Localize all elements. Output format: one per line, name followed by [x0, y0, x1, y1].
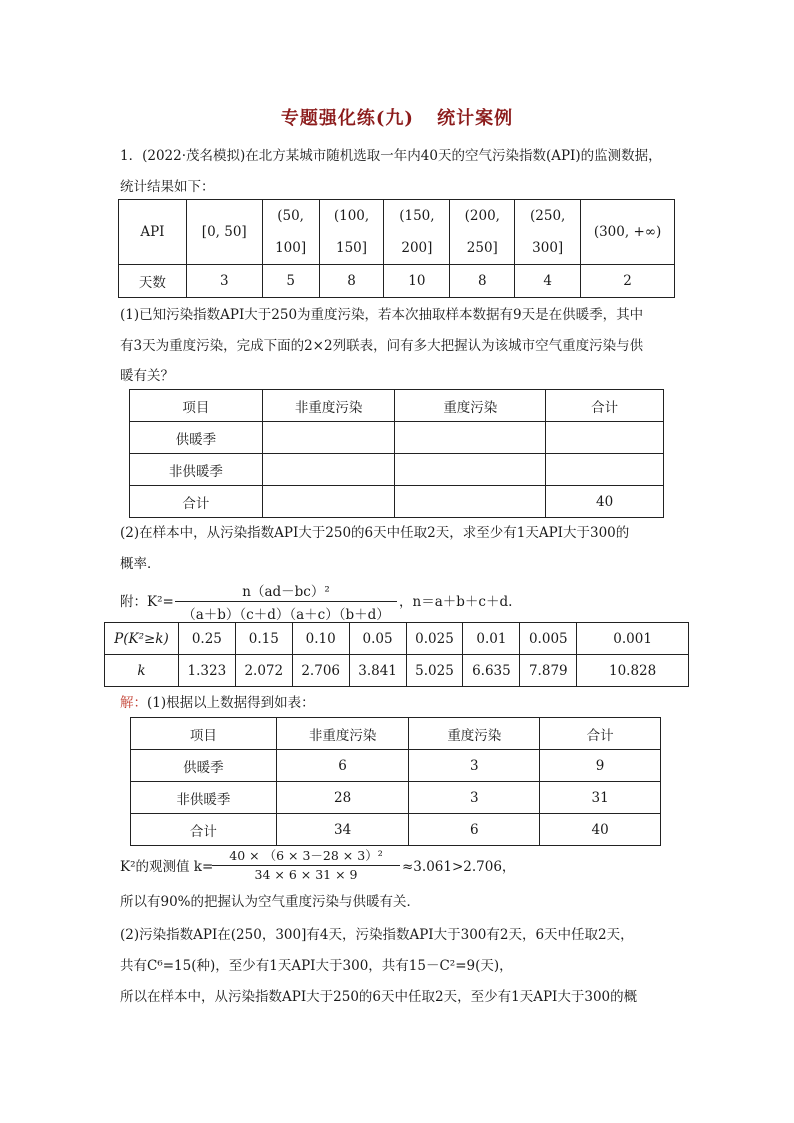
k2-prefix: K²的观测值 k=: [120, 859, 214, 875]
days-value: 5: [262, 265, 319, 298]
table-header-row: [130, 390, 664, 422]
problem-intro-line2: 统计结果如下：: [120, 179, 215, 195]
k-value: 2.072: [235, 655, 292, 687]
table-cell: 34: [276, 814, 409, 846]
k-value: 6.635: [463, 655, 520, 687]
appendix-fraction: [175, 580, 397, 623]
filled-contingency-table: [130, 717, 661, 846]
solution-intro-text: (1)根据以上数据得到如表：: [147, 695, 315, 711]
header-cell: 非重度污染: [262, 390, 395, 422]
p-value: 0.005: [520, 623, 577, 655]
part2-line3: 所以在样本中，从污染指数API大于250的6天中任取2天，至少有1天API大于300的概: [120, 989, 638, 1005]
table-cell: 3: [409, 782, 540, 814]
blank-cell: [262, 486, 395, 518]
title-sub: 统计案例: [437, 108, 514, 129]
part2-line2: 共有C⁶=15(种)，至少有1天API大于300，共有15－C²=9(天)，: [120, 958, 513, 974]
table-cell: 9: [540, 750, 661, 782]
k-label: k: [105, 655, 179, 687]
blank-cell: [395, 454, 546, 486]
row-label: 合计: [130, 486, 263, 518]
appendix-numerator: n（ad－bc）²: [242, 584, 330, 600]
appendix-denominator: （a＋b）（c＋d）（a＋c）（b＋d）: [182, 607, 390, 623]
table-header-row: [131, 718, 661, 750]
p-row: [105, 623, 689, 655]
q2-line1: (2)在样本中，从污染指数API大于250的6天中任取2天，求至少有1天API大于300的: [120, 525, 630, 541]
title-main: 专题强化练(九): [280, 108, 414, 129]
blank-contingency-table: [129, 389, 664, 518]
days-value: 8: [450, 265, 515, 298]
days-label: 天数: [119, 265, 187, 298]
p-value: 0.025: [406, 623, 463, 655]
p-value: 0.01: [463, 623, 520, 655]
k-row: [105, 655, 689, 687]
blank-cell: [395, 486, 546, 518]
row-label: 非供暖季: [131, 782, 277, 814]
days-value: 10: [384, 265, 450, 298]
table-row: [131, 750, 661, 782]
fraction-bar: [175, 601, 397, 602]
blank-cell: [262, 422, 395, 454]
table-row: [130, 454, 664, 486]
header-cell: 非重度污染: [276, 718, 409, 750]
days-value: 3: [186, 265, 262, 298]
row-label: 非供暖季: [130, 454, 263, 486]
api-days-row: [119, 265, 675, 298]
conclusion-1: 所以有90%的把握认为空气重度污染与供暖有关．: [120, 894, 421, 910]
header-cell: 合计: [546, 390, 664, 422]
appendix-suffix: ，n＝a＋b＋c＋d.: [399, 594, 513, 610]
k-value: 2.706: [292, 655, 349, 687]
days-value: 8: [319, 265, 384, 298]
table-row: [131, 814, 661, 846]
table-row: [130, 486, 664, 518]
blank-cell: [395, 422, 546, 454]
table-cell: 3: [409, 750, 540, 782]
p-value: 0.001: [577, 623, 689, 655]
api-header-row: [119, 200, 675, 265]
header-cell: 项目: [131, 718, 277, 750]
p-value: 0.05: [349, 623, 406, 655]
k-value: 10.828: [577, 655, 689, 687]
problem-intro-line1: 1．(2022·茂名模拟)在北方某城市随机选取一年内40天的空气污染指数(API)的监测数据，: [120, 148, 662, 164]
days-value: 4: [515, 265, 581, 298]
api-header-label: API: [119, 200, 187, 265]
row-label: 供暖季: [130, 422, 263, 454]
blank-cell: [262, 454, 395, 486]
p-value: 0.15: [235, 623, 292, 655]
table-row: [130, 422, 664, 454]
header-cell: 合计: [540, 718, 661, 750]
header-cell: 重度污染: [409, 718, 540, 750]
p-value: 0.25: [178, 623, 235, 655]
k2-denominator: 34 × 6 × 31 × 9: [254, 867, 358, 882]
k-value: 3.841: [349, 655, 406, 687]
k-value: 5.025: [406, 655, 463, 687]
api-interval: (300, +∞): [581, 200, 675, 265]
header-cell: 项目: [130, 390, 263, 422]
k-value: 1.323: [178, 655, 235, 687]
critical-value-table: [104, 622, 689, 687]
api-interval: (250, 300]: [515, 200, 581, 265]
q1-line2: 有3天为重度污染，完成下面的2×2列联表，问有多大把握认为该城市空气重度污染与供: [120, 338, 644, 354]
blank-cell: [546, 422, 664, 454]
api-interval: (150, 200]: [384, 200, 450, 265]
api-interval: (100, 150]: [319, 200, 384, 265]
total-cell: 40: [546, 486, 664, 518]
k2-fraction: [212, 846, 400, 882]
page-title: [0, 104, 794, 130]
table-cell: 6: [409, 814, 540, 846]
row-label: 合计: [131, 814, 277, 846]
q1-line3: 暖有关？: [120, 368, 174, 384]
table-cell: 40: [540, 814, 661, 846]
fraction-bar: [212, 865, 400, 866]
k2-numerator: 40 × （6 × 3－28 × 3）²: [229, 848, 383, 863]
row-label: 供暖季: [131, 750, 277, 782]
header-cell: 重度污染: [395, 390, 546, 422]
p-label: P(K²≥k): [105, 623, 179, 655]
k2-suffix: ≈3.061>2.706，: [402, 859, 516, 875]
table-cell: 28: [276, 782, 409, 814]
table-cell: 31: [540, 782, 661, 814]
solution-intro: [120, 693, 315, 713]
k-value: 7.879: [520, 655, 577, 687]
table-cell: 6: [276, 750, 409, 782]
api-interval: (200, 250]: [450, 200, 515, 265]
solution-label: 解：: [120, 695, 147, 711]
q1-line1: (1)已知污染指数API大于250为重度污染，若本次抽取样本数据有9天是在供暖季，其中: [120, 307, 644, 323]
table-row: [131, 782, 661, 814]
api-table: [118, 199, 675, 298]
blank-cell: [546, 454, 664, 486]
api-interval: [0, 50]: [186, 200, 262, 265]
api-interval: (50, 100]: [262, 200, 319, 265]
appendix-label: 附：K²=: [120, 594, 174, 610]
part2-line1: (2)污染指数API在(250，300]有4天，污染指数API大于300有2天，6天中任取2天，: [120, 927, 634, 943]
q2-line2: 概率．: [120, 556, 161, 572]
days-value: 2: [581, 265, 675, 298]
p-value: 0.10: [292, 623, 349, 655]
